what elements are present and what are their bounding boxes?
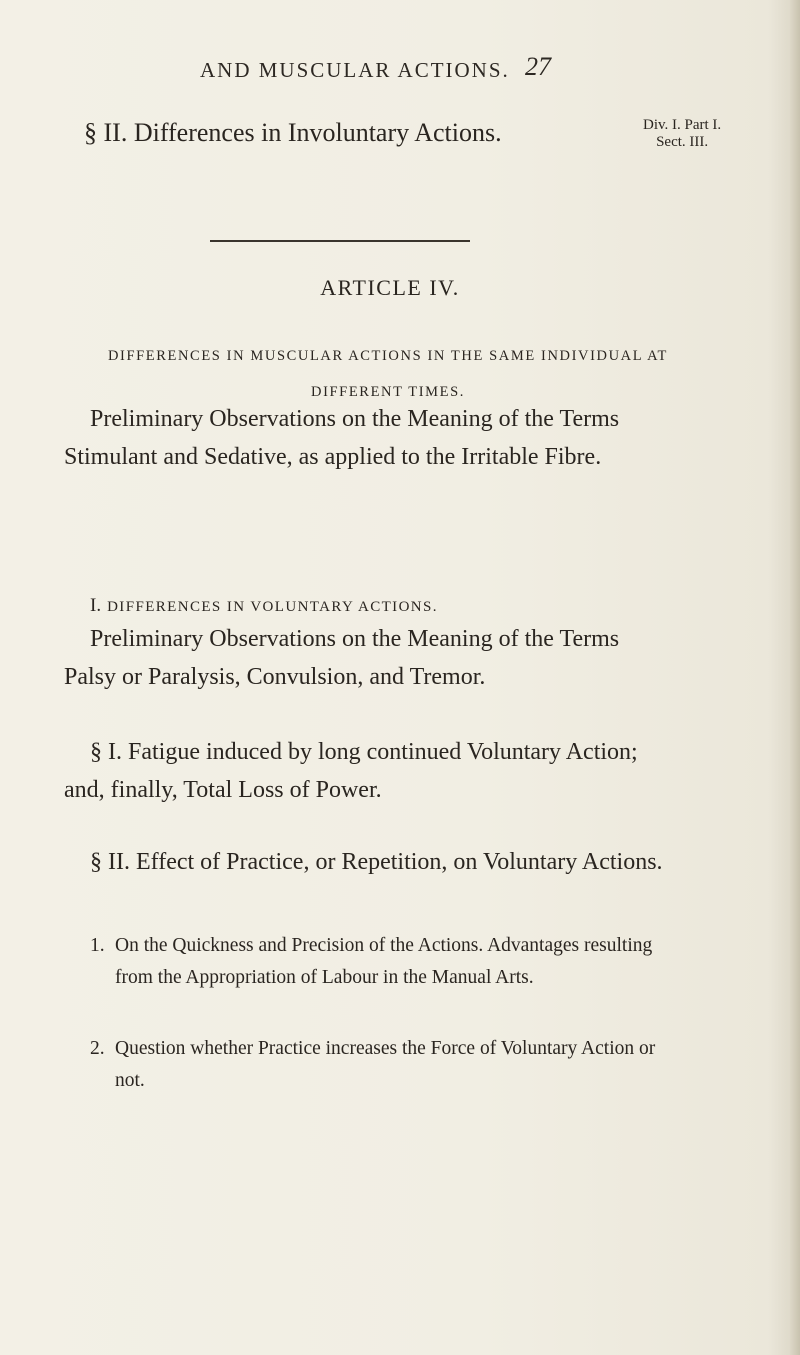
division-heading	[90, 595, 438, 617]
list-item	[90, 930, 660, 994]
running-head: AND MUSCULAR ACTIONS.	[200, 58, 510, 82]
preliminary-observations-1-text: Preliminary Observations on the Meaning of the Terms Stimulant and Sedative, as applied to the Irritable Fibre.	[64, 406, 620, 470]
page-edge	[790, 0, 800, 1355]
side-note-section: Sect. III.	[656, 134, 709, 150]
page-number: 27	[525, 52, 551, 81]
division-number: I.	[90, 595, 102, 616]
preliminary-observations-2-text: Preliminary Observations on the Meaning of the Terms Palsy or Paralysis, Convulsion, and Tremor.	[64, 626, 620, 690]
section-practice-text: § II. Effect of Practice, or Repetition, on Voluntary Actions.	[90, 849, 663, 875]
section-fatigue-text: § I. Fatigue induced by long continued Voluntary Action; and, finally, Total Loss of Power.	[64, 739, 638, 803]
horizontal-rule	[210, 240, 470, 242]
section-heading: § II. Differences in Involuntary Actions.	[84, 118, 502, 147]
preliminary-observations-1	[64, 400, 664, 476]
section-practice	[64, 843, 664, 881]
list-item-number: 1.	[90, 935, 105, 956]
list-item-text: Question whether Practice increases the Force of Voluntary Action or not.	[115, 1038, 656, 1091]
list-item	[90, 1033, 660, 1097]
preliminary-observations-2	[64, 620, 664, 696]
list-item-text: On the Quickness and Precision of the Actions. Advantages resulting from the Appropriation of Labour in the Manual Arts.	[115, 935, 653, 988]
list-item-number: 2.	[90, 1038, 105, 1059]
side-note-division: Div. I. Part I.	[643, 117, 722, 133]
side-note	[643, 117, 721, 151]
division-title: DIFFERENCES IN VOLUNTARY ACTIONS.	[107, 599, 438, 615]
article-subtitle: DIFFERENCES IN MUSCULAR ACTIONS IN THE SAME INDIVIDUAL AT DIFFERENT TIMES.	[107, 348, 669, 400]
section-fatigue	[64, 733, 664, 809]
article-title: ARTICLE IV.	[320, 275, 460, 300]
